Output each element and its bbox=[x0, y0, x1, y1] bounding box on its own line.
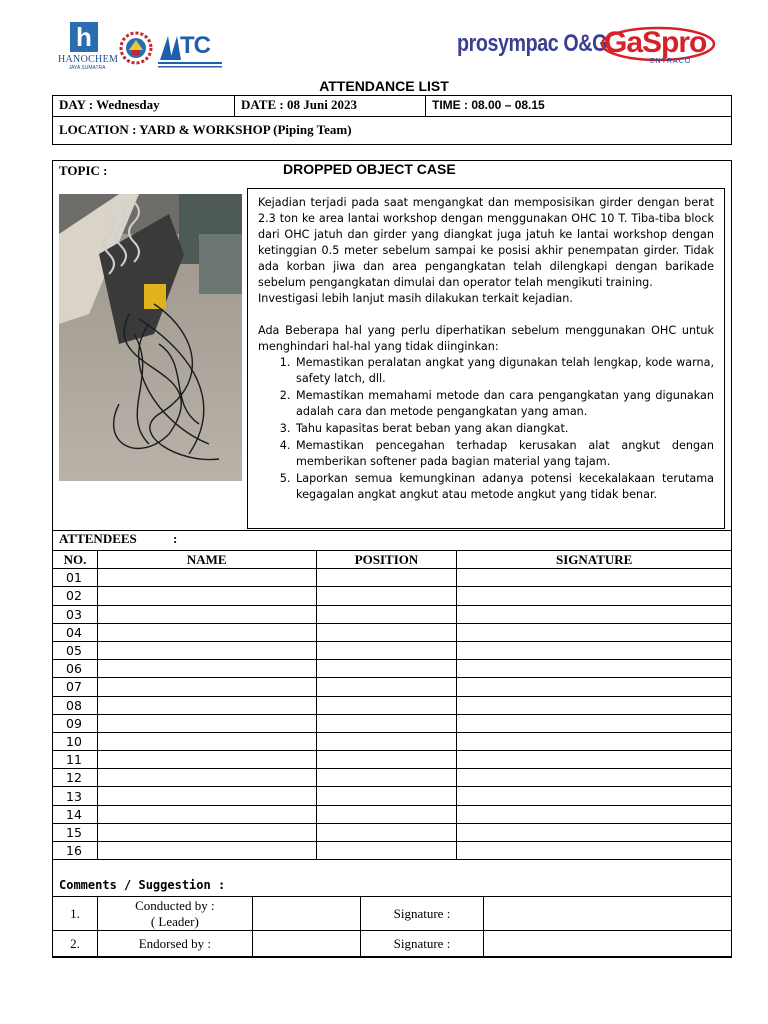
gaspro-logo-text: GaSpro bbox=[604, 26, 707, 59]
signature-cell[interactable] bbox=[457, 660, 732, 678]
precaution-item: 4. Memastikan pencegahan terhadap kerusakan alat angkut dengan memberikan softener pada bagian material yang tajam. bbox=[294, 438, 714, 470]
table-row bbox=[53, 769, 732, 787]
signature-cell[interactable] bbox=[457, 751, 732, 769]
signature-cell[interactable] bbox=[457, 605, 732, 623]
mtc-logo bbox=[158, 30, 224, 70]
table-row bbox=[53, 696, 732, 714]
name-cell[interactable] bbox=[97, 714, 316, 732]
signoff-number: 2. bbox=[53, 931, 98, 957]
precaution-list bbox=[258, 355, 714, 503]
signoff-table bbox=[52, 896, 732, 957]
topic-title: DROPPED OBJECT CASE bbox=[283, 161, 456, 177]
name-cell[interactable] bbox=[97, 641, 316, 659]
date-field: DATE : 08 Juni 2023 bbox=[241, 97, 358, 112]
row-number: 04 bbox=[53, 623, 98, 641]
position-cell[interactable] bbox=[316, 787, 457, 805]
comments-label: Comments / Suggestion : bbox=[59, 878, 226, 892]
name-cell[interactable] bbox=[97, 823, 316, 841]
table-row bbox=[53, 751, 732, 769]
row-number: 07 bbox=[53, 678, 98, 696]
precaution-item: 5. Laporkan semua kemungkinan adanya potensi kecekalakaan terutama kegagalan angkat angkut atau metode angkut yang tidak benar. bbox=[294, 471, 714, 503]
name-cell[interactable] bbox=[97, 787, 316, 805]
incident-photo bbox=[59, 194, 242, 481]
endorsed-by-name-field[interactable] bbox=[252, 931, 360, 957]
row-number: 14 bbox=[53, 805, 98, 823]
document-title: ATTENDANCE LIST bbox=[319, 78, 449, 94]
table-row bbox=[53, 641, 732, 659]
position-cell[interactable] bbox=[316, 569, 457, 587]
table-row bbox=[53, 842, 732, 860]
name-cell[interactable] bbox=[97, 587, 316, 605]
signature-cell[interactable] bbox=[457, 641, 732, 659]
topic-label: TOPIC : bbox=[59, 163, 108, 178]
signature-label: Signature : bbox=[360, 931, 484, 957]
day-field: DAY : Wednesday bbox=[59, 97, 160, 112]
position-cell[interactable] bbox=[316, 842, 457, 860]
row-number: 02 bbox=[53, 587, 98, 605]
position-cell[interactable] bbox=[316, 678, 457, 696]
signature-label: Signature : bbox=[360, 897, 484, 931]
description-paragraph: Ada Beberapa hal yang perlu diperhatikan sebelum menggunakan OHC untuk menghindari hal-hal yang tidak diinginkan: bbox=[258, 324, 714, 353]
description-paragraph: Kejadian terjadi pada saat mengangkat dan memposisikan girder dengan berat 2.3 ton ke area lantai workshop dengan menggunakan OHC 10 T. Tiba-tiba block dari OHC jatuh dan girder yang diangkat juga jatuh ke lantai workshop dengan ketinggian 0.5 meter sebelum sampai ke posisi akhir penempatan girder. Tidak ada korban jiwa dan area pengangkatan telah dilengkapi dengan barikade sebelum pengangkatan dimulai dan operator telah mengikuti training. bbox=[258, 196, 714, 289]
signature-cell[interactable] bbox=[457, 805, 732, 823]
name-cell[interactable] bbox=[97, 569, 316, 587]
endorsed-by-label: Endorsed by : bbox=[97, 931, 252, 957]
signature-cell[interactable] bbox=[457, 569, 732, 587]
table-row bbox=[53, 660, 732, 678]
signature-cell[interactable] bbox=[457, 696, 732, 714]
gaspro-logo-subtext: ENTRACO bbox=[650, 58, 692, 65]
row-number: 16 bbox=[53, 842, 98, 860]
position-cell[interactable] bbox=[316, 714, 457, 732]
row-number: 06 bbox=[53, 660, 98, 678]
description-paragraph: Investigasi lebih lanjut masih dilakukan terkait kejadian. bbox=[258, 292, 573, 305]
table-row bbox=[53, 605, 732, 623]
name-cell[interactable] bbox=[97, 678, 316, 696]
attendees-label: ATTENDEES bbox=[59, 531, 137, 546]
prosympac-logo: prosympac O&G bbox=[457, 30, 607, 57]
signature-cell[interactable] bbox=[457, 678, 732, 696]
name-cell[interactable] bbox=[97, 605, 316, 623]
table-row bbox=[53, 714, 732, 732]
conducted-by-name-field[interactable] bbox=[252, 897, 360, 931]
precaution-item: 1. Memastikan peralatan angkat yang digunakan telah lengkap, kode warna, safety latch, dll. bbox=[294, 355, 714, 387]
table-row bbox=[53, 732, 732, 750]
signature-cell[interactable] bbox=[457, 732, 732, 750]
signature-cell[interactable] bbox=[457, 714, 732, 732]
table-row bbox=[53, 805, 732, 823]
conducted-by-text: Conducted by : bbox=[135, 897, 215, 913]
name-cell[interactable] bbox=[97, 805, 316, 823]
name-cell[interactable] bbox=[97, 751, 316, 769]
position-cell[interactable] bbox=[316, 696, 457, 714]
attendees-colon: : bbox=[173, 531, 178, 546]
signature-cell[interactable] bbox=[457, 842, 732, 860]
hanochem-logo-text: HANOCHEM bbox=[58, 54, 119, 65]
column-header-name: NAME bbox=[97, 551, 316, 569]
incident-description bbox=[247, 188, 725, 529]
conducted-by-label bbox=[97, 897, 252, 931]
table-row bbox=[53, 623, 732, 641]
table-row bbox=[53, 823, 732, 841]
row-number: 10 bbox=[53, 732, 98, 750]
name-cell[interactable] bbox=[97, 732, 316, 750]
position-cell[interactable] bbox=[316, 660, 457, 678]
column-header-position: POSITION bbox=[316, 551, 457, 569]
row-number: 01 bbox=[53, 569, 98, 587]
name-cell[interactable] bbox=[97, 842, 316, 860]
endorsed-by-signature-field[interactable] bbox=[484, 931, 732, 957]
row-number: 12 bbox=[53, 769, 98, 787]
column-header-no: NO. bbox=[53, 551, 98, 569]
location-field: LOCATION : YARD & WORKSHOP (Piping Team) bbox=[59, 122, 352, 137]
position-cell[interactable] bbox=[316, 751, 457, 769]
row-number: 03 bbox=[53, 605, 98, 623]
hanochem-logo-subtext: JAYA SUMATRA bbox=[68, 65, 106, 71]
position-cell[interactable] bbox=[316, 605, 457, 623]
position-cell[interactable] bbox=[316, 769, 457, 787]
row-number: 08 bbox=[53, 696, 98, 714]
position-cell[interactable] bbox=[316, 641, 457, 659]
signature-cell[interactable] bbox=[457, 587, 732, 605]
hanochem-logo: h HANOCHEM JAYA SUMATRA bbox=[58, 22, 119, 71]
table-row bbox=[53, 587, 732, 605]
header-box bbox=[52, 95, 732, 145]
position-cell[interactable] bbox=[316, 623, 457, 641]
mtc-logo-text: TC bbox=[180, 32, 210, 59]
precaution-item: 2. Memastikan memahami metode dan cara pengangkatan yang digunakan adalah cara dan metode pengangkatan yang aman. bbox=[294, 388, 714, 420]
gear-emblem-logo bbox=[118, 24, 154, 72]
leader-text: ( Leader) bbox=[150, 913, 199, 929]
signoff-number: 1. bbox=[53, 897, 98, 931]
gaspro-logo bbox=[598, 26, 716, 68]
position-cell[interactable] bbox=[316, 732, 457, 750]
signature-cell[interactable] bbox=[457, 787, 732, 805]
position-cell[interactable] bbox=[316, 587, 457, 605]
name-cell[interactable] bbox=[97, 660, 316, 678]
time-field: TIME : 08.00 – 08.15 bbox=[432, 98, 545, 112]
row-number: 05 bbox=[53, 641, 98, 659]
table-row bbox=[53, 569, 732, 587]
row-number: 11 bbox=[53, 751, 98, 769]
row-number: 09 bbox=[53, 714, 98, 732]
name-cell[interactable] bbox=[97, 696, 316, 714]
name-cell[interactable] bbox=[97, 623, 316, 641]
signature-cell[interactable] bbox=[457, 823, 732, 841]
position-cell[interactable] bbox=[316, 823, 457, 841]
column-header-signature: SIGNATURE bbox=[457, 551, 732, 569]
conducted-by-signature-field[interactable] bbox=[484, 897, 732, 931]
signature-cell[interactable] bbox=[457, 769, 732, 787]
table-row bbox=[53, 678, 732, 696]
row-number: 13 bbox=[53, 787, 98, 805]
signature-cell[interactable] bbox=[457, 623, 732, 641]
name-cell[interactable] bbox=[97, 769, 316, 787]
attendee-table bbox=[52, 550, 732, 860]
precaution-item: 3. Tahu kapasitas berat beban yang akan diangkat. bbox=[294, 421, 714, 437]
table-row bbox=[53, 787, 732, 805]
position-cell[interactable] bbox=[316, 805, 457, 823]
row-number: 15 bbox=[53, 823, 98, 841]
